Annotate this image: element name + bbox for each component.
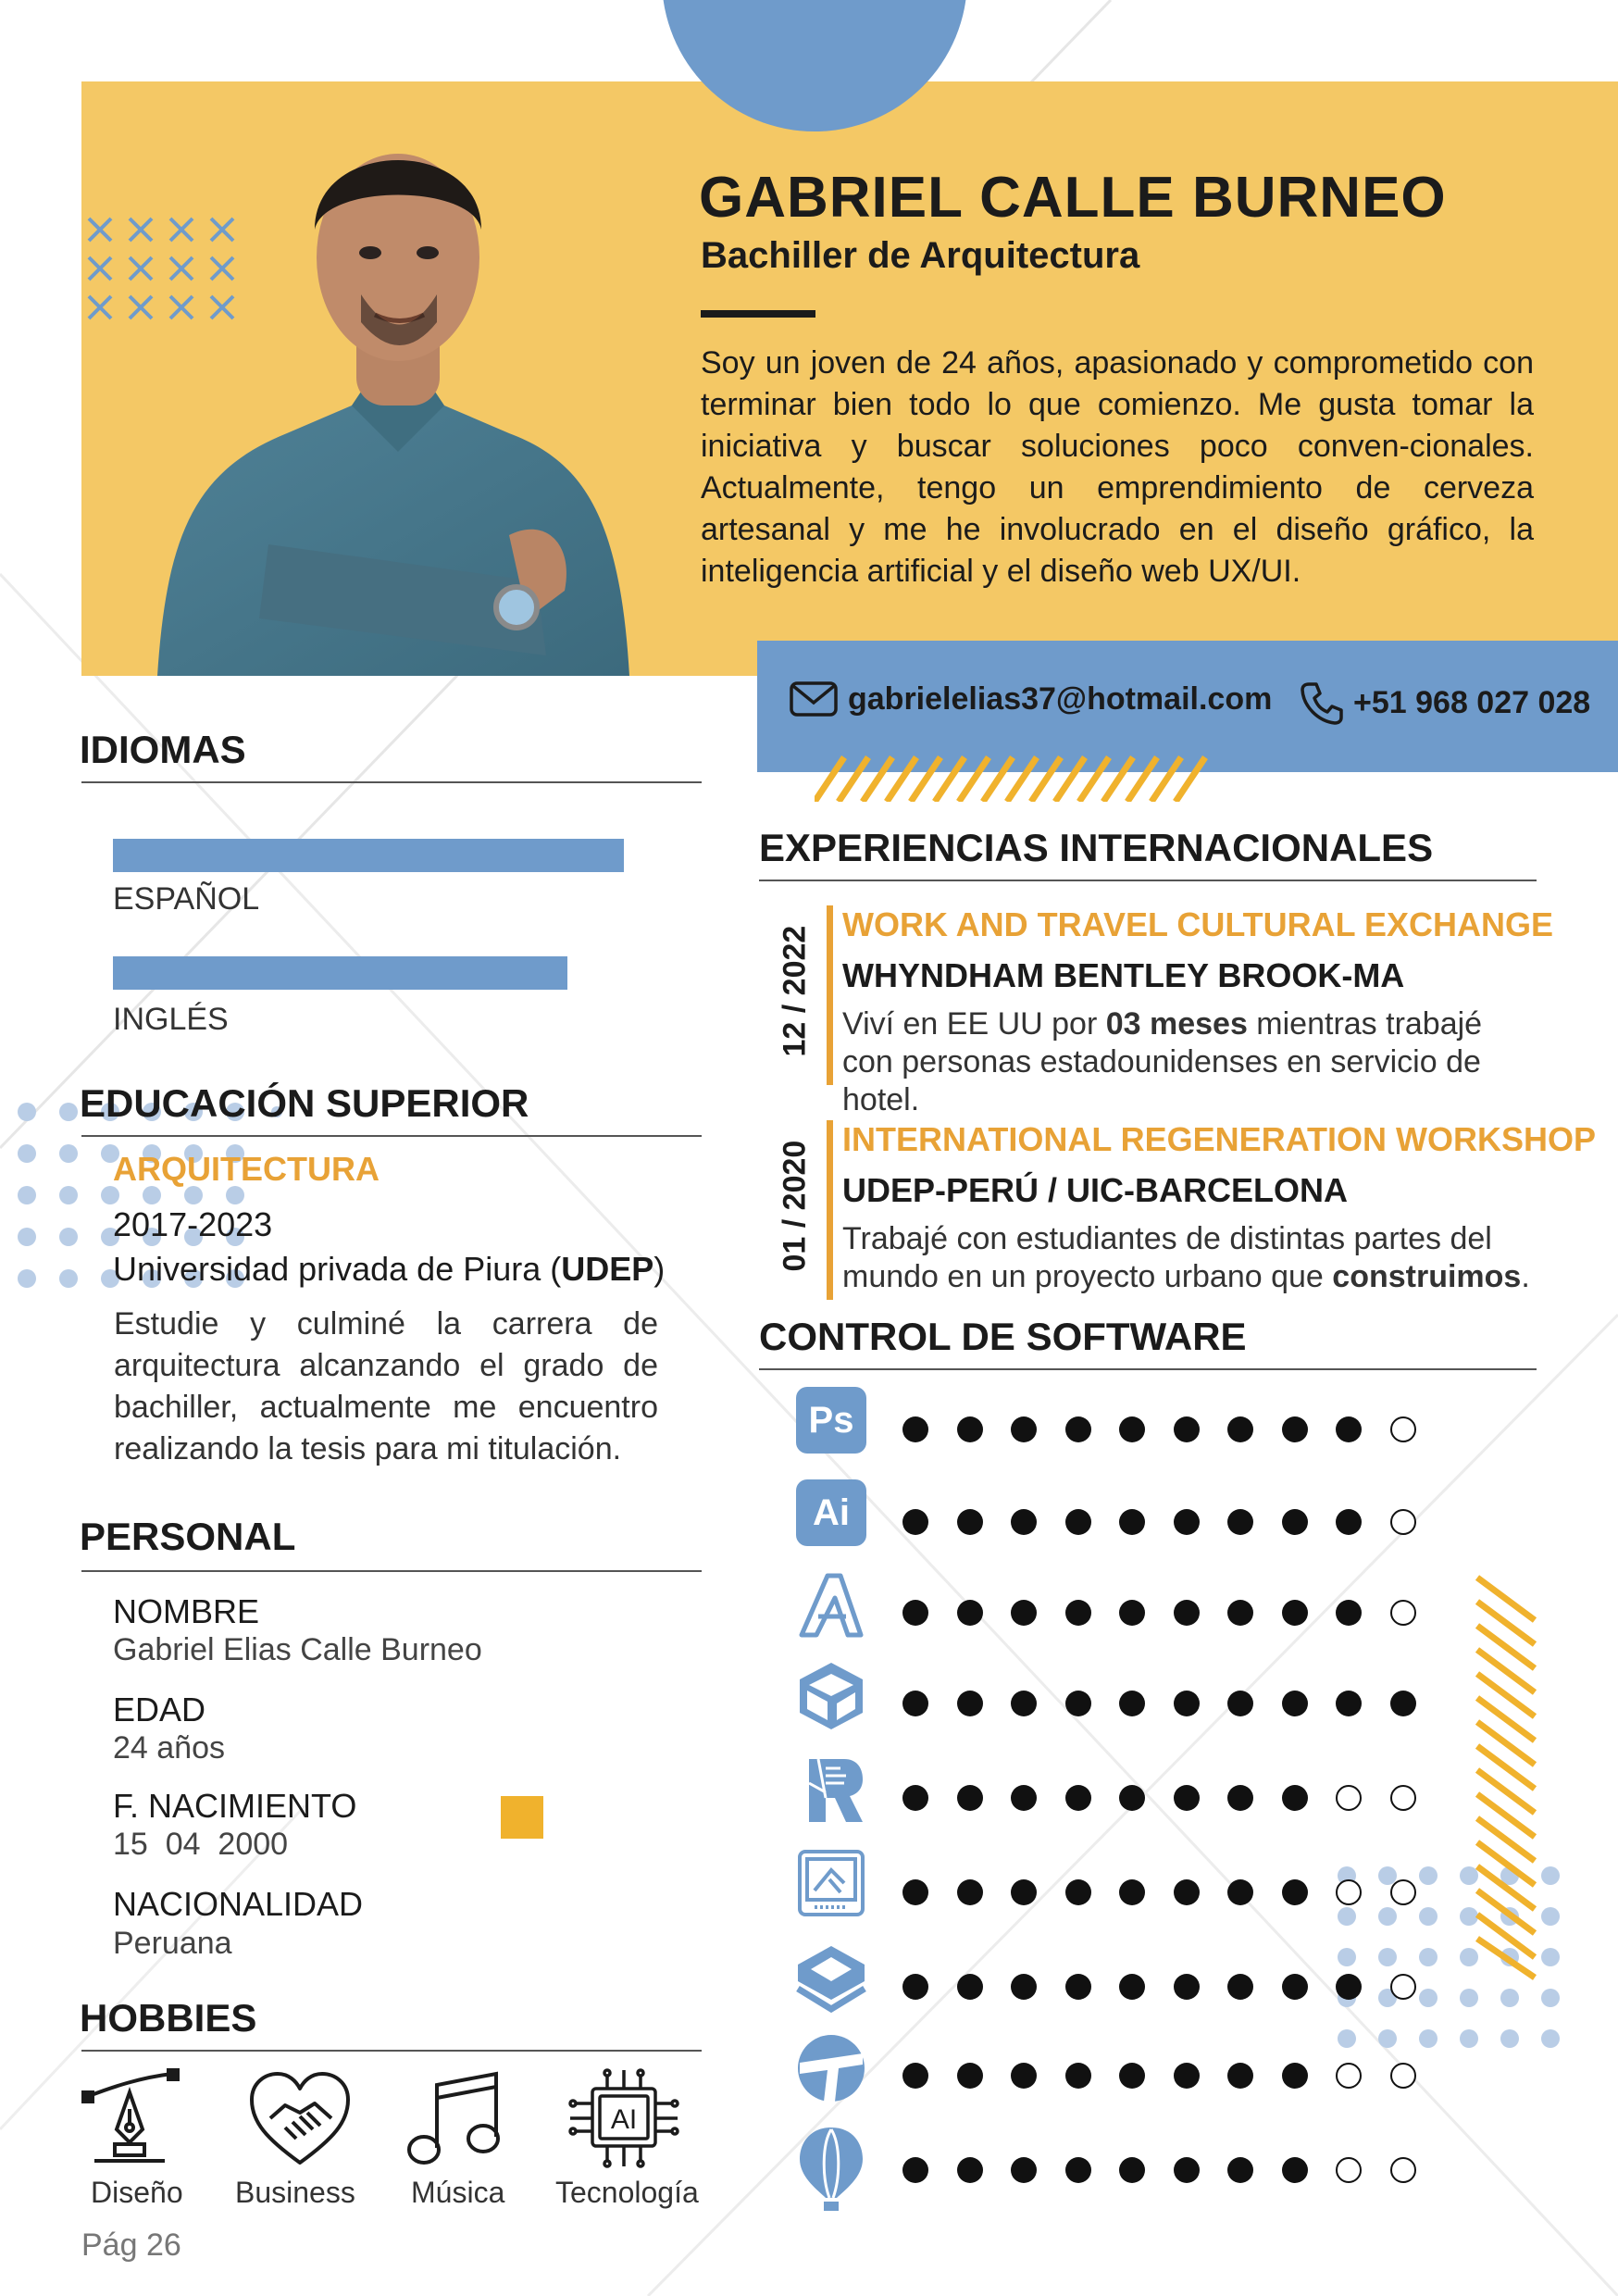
skill-dot-filled [1336, 1509, 1362, 1535]
education-university [113, 1250, 665, 1289]
skill-dot-filled [902, 1785, 928, 1811]
profile-photo [139, 100, 657, 676]
hobby-label: Música [411, 2176, 505, 2209]
experience-organization: UDEP-PERÚ / UIC-BARCELONA [842, 1171, 1349, 1209]
personal-divider [81, 1570, 702, 1572]
skill-dot-filled [1336, 1416, 1362, 1442]
hobby-label: Diseño [91, 2176, 183, 2209]
candidate-name: GABRIEL CALLE BURNEO [699, 166, 1447, 230]
skill-dot-filled [1282, 1974, 1308, 2000]
skill-dot-filled [1011, 1879, 1037, 1905]
skill-dot-empty [1390, 2063, 1416, 2089]
experience-description [842, 1005, 1537, 1119]
university-name: Universidad privada de Piura ( [113, 1250, 562, 1288]
skill-dot-filled [1174, 1509, 1200, 1535]
skill-dot-filled [1336, 1600, 1362, 1626]
skill-dot-empty [1390, 1416, 1416, 1442]
personal-value-age: 24 años [113, 1730, 225, 1766]
skill-dot-filled [1065, 1785, 1091, 1811]
sketchup-icon [796, 1661, 866, 1731]
skill-dot-filled [957, 1785, 983, 1811]
education-years: 2017-2023 [113, 1205, 273, 1243]
skill-dot-filled [1011, 1416, 1037, 1442]
language-label: INGLÉS [113, 1002, 229, 1037]
skill-dot-empty [1390, 1974, 1416, 2000]
experience-title: INTERNATIONAL REGENERATION WORKSHOP [842, 1120, 1597, 1158]
experience-organization: WHYNDHAM BENTLEY BROOK-MA [842, 956, 1405, 994]
skill-dot-filled [1065, 1974, 1091, 2000]
skill-dot-filled [1336, 1691, 1362, 1716]
skill-dot-filled [1065, 1509, 1091, 1535]
skill-dot-empty [1336, 2157, 1362, 2183]
skill-dot-filled [1390, 1691, 1416, 1716]
page-number: Pág 26 [81, 2227, 181, 2263]
personal-value-nationality: Peruana [113, 1926, 232, 1961]
skill-dot-filled [1119, 1691, 1145, 1716]
skill-dot-filled [1174, 1785, 1200, 1811]
skill-dot-filled [957, 2157, 983, 2183]
balloon-icon [796, 2126, 866, 2211]
skill-dot-filled [1282, 1785, 1308, 1811]
phone-text: +51 968 027 028 [1353, 684, 1591, 720]
skill-dot-filled [1011, 1691, 1037, 1716]
skill-dot-filled [1336, 1974, 1362, 2000]
education-divider [81, 1135, 702, 1137]
education-heading: EDUCACIÓN SUPERIOR [80, 1081, 529, 1125]
personal-label-name: NOMBRE [113, 1592, 260, 1630]
music-note-icon [404, 2068, 505, 2170]
skill-dot-filled [1282, 1691, 1308, 1716]
skill-dot-filled [1119, 2063, 1145, 2089]
skill-dot-filled [1174, 1416, 1200, 1442]
experience-accent-bar [827, 1120, 833, 1300]
skill-dot-filled [1119, 1416, 1145, 1442]
skill-dot-filled [902, 1879, 928, 1905]
personal-label-age: EDAD [113, 1691, 206, 1728]
experience-date: 12 / 2022 [777, 925, 813, 1057]
personal-label-nationality: NACIONALIDAD [113, 1885, 364, 1923]
personal-heading: PERSONAL [80, 1515, 296, 1558]
twinmotion-icon [796, 2033, 866, 2103]
skill-dot-filled [1011, 1974, 1037, 2000]
title-underline [701, 310, 815, 318]
personal-label-birth: F. NACIMIENTO [113, 1787, 357, 1825]
envelope-icon [789, 680, 839, 718]
skill-dot-filled [1011, 2063, 1037, 2089]
illustrator-icon: Ai [796, 1479, 866, 1546]
email-text: gabrielelias37@hotmail.com [848, 680, 1273, 717]
skill-dot-filled [902, 1691, 928, 1716]
skill-dot-filled [902, 1416, 928, 1442]
skill-dot-filled [902, 2063, 928, 2089]
languages-divider [81, 781, 702, 783]
skill-dot-filled [1282, 2063, 1308, 2089]
education-description: Estudie y culminé la carrera de arquitectura alcanzando el grado de bachiller, actualmente me encuentro realizando la tesis para mi titulación. [114, 1306, 658, 1466]
skill-dot-filled [1119, 2157, 1145, 2183]
email-contact[interactable] [789, 680, 1272, 718]
education-degree: ARQUITECTURA [113, 1150, 380, 1188]
experience-date: 01 / 2020 [777, 1140, 813, 1272]
hobbies-divider [81, 2050, 702, 2052]
personal-value-birth: 15 04 2000 [113, 1827, 289, 1862]
skill-dot-filled [1065, 1879, 1091, 1905]
skill-dot-filled [1282, 2157, 1308, 2183]
skill-dot-filled [957, 1974, 983, 2000]
skill-dot-filled [1282, 1600, 1308, 1626]
university-acronym: UDEP [561, 1250, 654, 1288]
language-label: ESPAÑOL [113, 881, 260, 917]
experience-description [842, 1220, 1537, 1296]
skill-dot-filled [1227, 1509, 1253, 1535]
ai-chip-icon [566, 2065, 681, 2172]
skill-dot-filled [1119, 1879, 1145, 1905]
personal-value-name: Gabriel Elias Calle Burneo [113, 1632, 482, 1667]
skill-dot-filled [1119, 1509, 1145, 1535]
skill-dot-filled [1174, 1691, 1200, 1716]
experience-desc-text: Viví en EE UU por [842, 1006, 1106, 1042]
skill-dot-empty [1336, 1879, 1362, 1905]
skill-dot-filled [902, 1509, 928, 1535]
skill-dot-filled [957, 1879, 983, 1905]
skill-dot-empty [1390, 2157, 1416, 2183]
skill-dot-filled [1119, 1785, 1145, 1811]
experience-desc-bold: construimos [1332, 1259, 1522, 1294]
experience-desc-bold: 03 meses [1105, 1006, 1248, 1042]
skill-dot-filled [1065, 1416, 1091, 1442]
software-divider [759, 1368, 1537, 1370]
skill-dot-filled [1227, 1691, 1253, 1716]
skill-dot-filled [1282, 1416, 1308, 1442]
skill-dot-filled [902, 1974, 928, 2000]
skill-dot-filled [1065, 1600, 1091, 1626]
ai-chip-label: AI [610, 2104, 638, 2135]
software-heading: CONTROL DE SOFTWARE [759, 1315, 1247, 1358]
skill-dot-filled [1065, 2063, 1091, 2089]
skill-dot-empty [1336, 1785, 1362, 1811]
decorative-square [501, 1796, 543, 1839]
language-level-bar [113, 956, 567, 990]
handshake-heart-icon [248, 2070, 352, 2166]
decorative-hatch [815, 750, 1222, 802]
hobby-label: Tecnología [555, 2176, 699, 2209]
candidate-title: Bachiller de Arquitectura [701, 235, 1140, 276]
lumion-icon [796, 1848, 866, 1918]
skill-dot-empty [1390, 1879, 1416, 1905]
skill-dot-empty [1390, 1509, 1416, 1535]
skill-dot-empty [1390, 1785, 1416, 1811]
skill-dot-filled [1227, 1879, 1253, 1905]
skill-dot-filled [1227, 2063, 1253, 2089]
phone-contact[interactable] [1300, 680, 1590, 725]
experience-accent-bar [827, 905, 833, 1085]
languages-heading: IDIOMAS [80, 728, 246, 771]
skill-dot-filled [1174, 2157, 1200, 2183]
revit-icon [796, 1755, 866, 1826]
experience-title: WORK AND TRAVEL CULTURAL EXCHANGE [842, 905, 1553, 943]
skill-dot-empty [1336, 2063, 1362, 2089]
skill-dot-filled [957, 1691, 983, 1716]
university-suffix: ) [653, 1250, 666, 1288]
skill-dot-filled [1011, 1785, 1037, 1811]
skill-dot-filled [957, 1600, 983, 1626]
skill-dot-filled [1174, 1974, 1200, 2000]
skill-dot-filled [902, 2157, 928, 2183]
skill-dot-filled [1174, 2063, 1200, 2089]
skill-dot-filled [1174, 1879, 1200, 1905]
hobbies-heading: HOBBIES [80, 1996, 257, 2040]
skill-dot-filled [1174, 1600, 1200, 1626]
skill-dot-filled [1011, 1509, 1037, 1535]
skill-dot-filled [1119, 1974, 1145, 2000]
language-level-bar [113, 839, 624, 872]
skill-dot-filled [1011, 1600, 1037, 1626]
hobby-label: Business [235, 2176, 355, 2209]
skill-dot-filled [957, 1416, 983, 1442]
skill-dot-filled [1227, 1785, 1253, 1811]
skill-dot-filled [1227, 1600, 1253, 1626]
skill-dot-filled [1065, 2157, 1091, 2183]
skill-dot-filled [1282, 1509, 1308, 1535]
enscape-icon [796, 1944, 866, 2015]
skill-dot-filled [1227, 1416, 1253, 1442]
phone-icon [1300, 680, 1344, 725]
skill-dot-filled [902, 1600, 928, 1626]
decorative-hatch-vertical [1474, 1574, 1538, 1981]
skill-dot-filled [1011, 2157, 1037, 2183]
skill-dot-empty [1390, 1600, 1416, 1626]
autocad-icon [796, 1570, 866, 1641]
experience-desc-text: mientras trabajé con personas estadounidenses en servicio de hotel. [842, 1006, 1483, 1117]
skill-dot-filled [1227, 2157, 1253, 2183]
skill-dot-filled [1119, 1600, 1145, 1626]
skill-dot-filled [1282, 1879, 1308, 1905]
experiences-heading: EXPERIENCIAS INTERNACIONALES [759, 826, 1434, 869]
experience-desc-text: . [1521, 1259, 1530, 1294]
skill-dot-filled [1227, 1974, 1253, 2000]
photoshop-icon: Ps [796, 1387, 866, 1454]
experiences-divider [759, 880, 1537, 881]
skill-dot-filled [957, 1509, 983, 1535]
profile-summary: Soy un joven de 24 años, apasionado y comprometido con terminar bien todo lo que comienzo. Me gusta tomar la iniciativa y buscar soluciones poco conven-cionales. Actualmente, tengo un emprendimiento de cerveza artesanal y me he involucrado en el diseño gráfico, la inteligencia artificial y el diseño web UX/UI. [701, 345, 1534, 589]
skill-dot-filled [957, 2063, 983, 2089]
pen-tool-icon [76, 2065, 183, 2168]
experience-desc-text: Trabajé con estudiantes de distintas partes del mundo en un proyecto urbano que [842, 1221, 1492, 1294]
skill-dot-filled [1065, 1691, 1091, 1716]
